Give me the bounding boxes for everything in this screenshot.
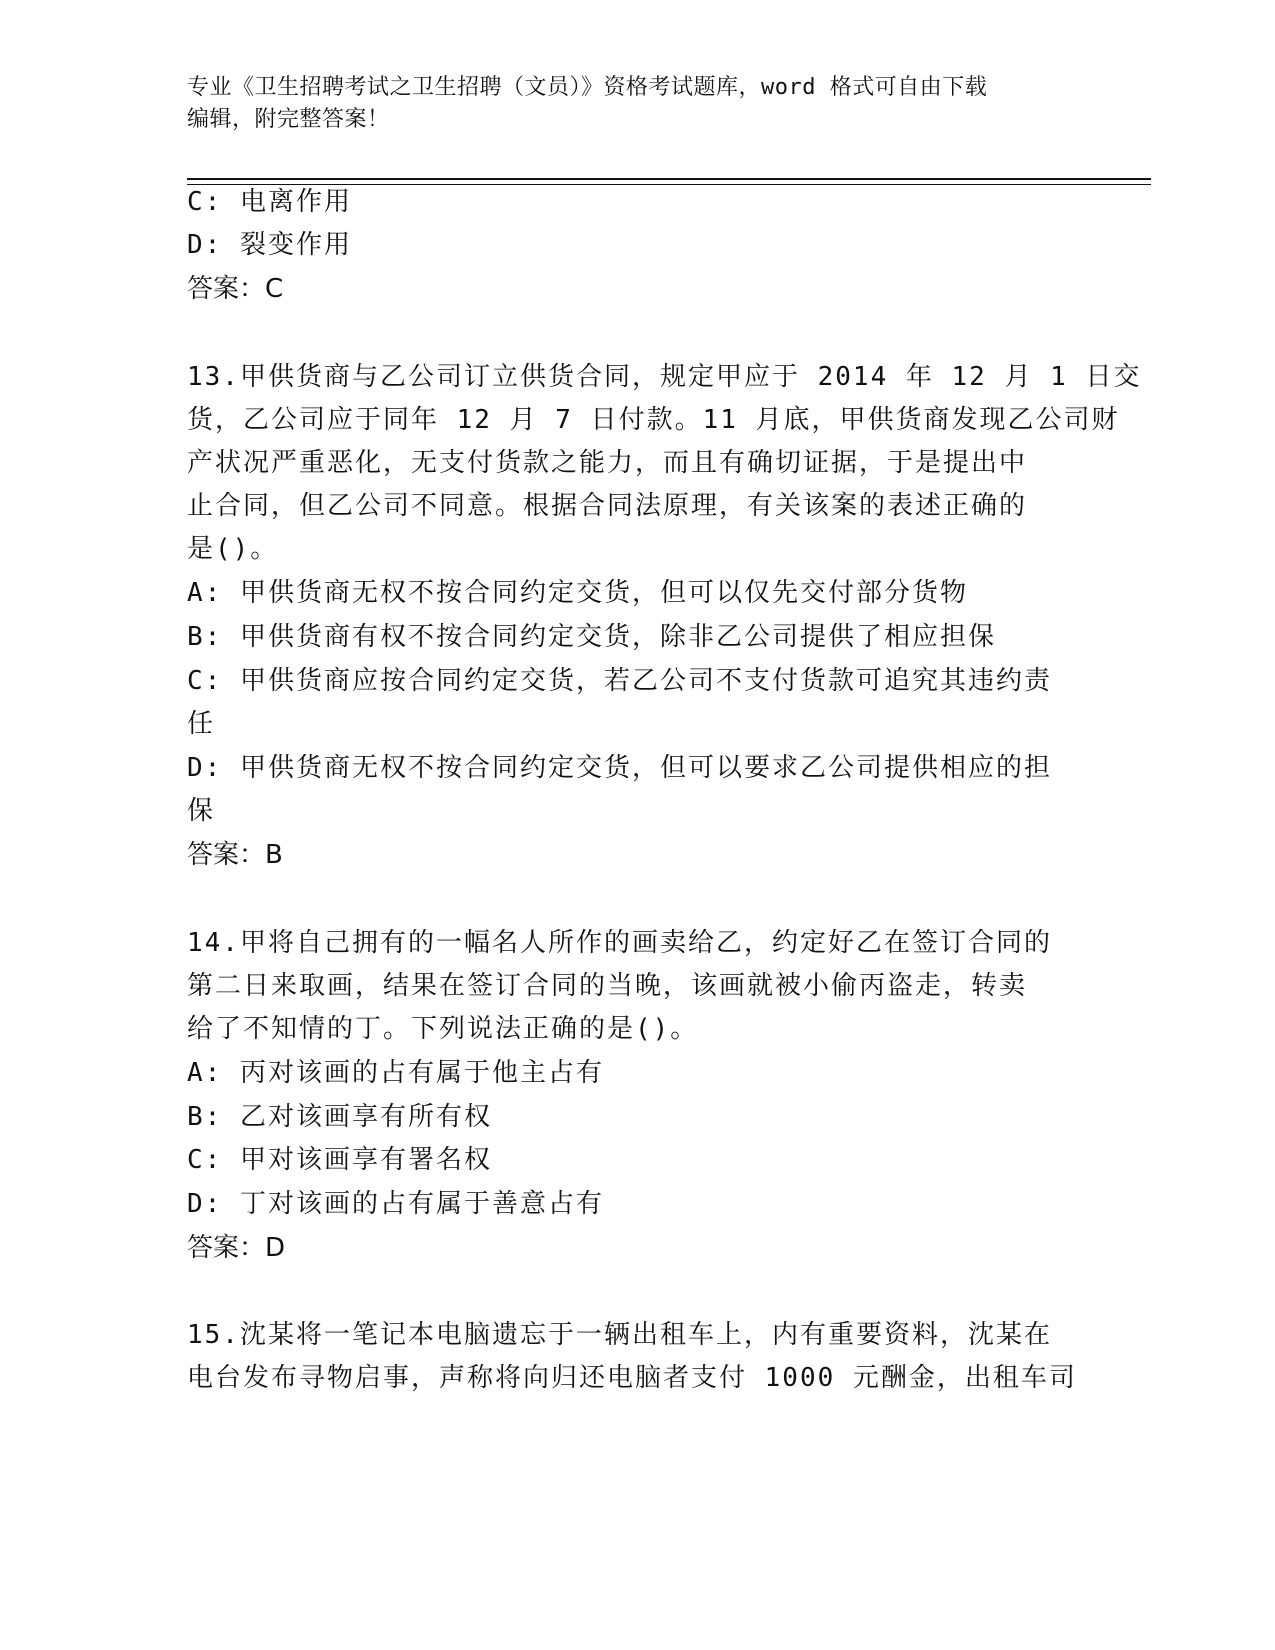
header-line-2: 编辑，附完整答案！: [187, 107, 390, 132]
q13-option-c: C: 甲供货商应按合同约定交货，若乙公司不支付货款可追究其违约责: [187, 666, 1052, 696]
q13-stem-line: 13.甲供货商与乙公司订立供货合同，规定甲应于 2014 年 12 月 1 日交: [187, 362, 1142, 392]
q13-option-d-cont: 保: [187, 796, 216, 826]
header-divider-thick: [187, 178, 1151, 180]
header-line-1: 专业《卫生招聘考试之卫生招聘（文员）》资格考试题库，word 格式可自由下载: [187, 75, 988, 100]
q13-option-c-cont: 任: [187, 709, 216, 739]
prev-option-d: D: 裂变作用: [187, 230, 352, 260]
q13-stem-line: 产状况严重恶化，无支付货款之能力，而且有确切证据，于是提出中: [187, 448, 1028, 478]
q14-option-c: C: 甲对该画享有署名权: [187, 1145, 492, 1175]
q13-option-d: D: 甲供货商无权不按合同约定交货，但可以要求乙公司提供相应的担: [187, 753, 1052, 783]
q13-stem-line: 是()。: [187, 534, 279, 564]
q13-answer: 答案：B: [187, 840, 283, 870]
q14-option-a: A: 丙对该画的占有属于他主占有: [187, 1058, 604, 1088]
document-header: [187, 72, 1087, 136]
q15-stem-line: 15.沈某将一笔记本电脑遗忘于一辆出租车上，内有重要资料，沈某在: [187, 1320, 1052, 1350]
header-divider-thin: [187, 184, 1151, 185]
q14-stem-line: 14.甲将自己拥有的一幅名人所作的画卖给乙，约定好乙在签订合同的: [187, 928, 1052, 958]
q13-stem-line: 止合同，但乙公司不同意。根据合同法原理，有关该案的表述正确的: [187, 491, 1028, 521]
prev-option-c: C: 电离作用: [187, 187, 352, 217]
q15-stem-line: 电台发布寻物启事，声称将向归还电脑者支付 1000 元酬金，出租车司: [187, 1363, 1077, 1393]
q14-option-d: D: 丁对该画的占有属于善意占有: [187, 1189, 604, 1219]
q14-stem-line: 第二日来取画，结果在签订合同的当晚，该画就被小偷丙盗走，转卖: [187, 971, 1028, 1001]
prev-answer: 答案：C: [187, 274, 284, 304]
q13-option-b: B: 甲供货商有权不按合同约定交货，除非乙公司提供了相应担保: [187, 622, 996, 652]
q14-answer: 答案：D: [187, 1233, 286, 1263]
q13-stem-line: 货，乙公司应于同年 12 月 7 日付款。11 月底，甲供货商发现乙公司财: [187, 405, 1120, 435]
q14-option-b: B: 乙对该画享有所有权: [187, 1102, 492, 1132]
q14-stem-line: 给了不知情的丁。下列说法正确的是()。: [187, 1014, 699, 1044]
q13-option-a: A: 甲供货商无权不按合同约定交货，但可以仅先交付部分货物: [187, 578, 968, 608]
